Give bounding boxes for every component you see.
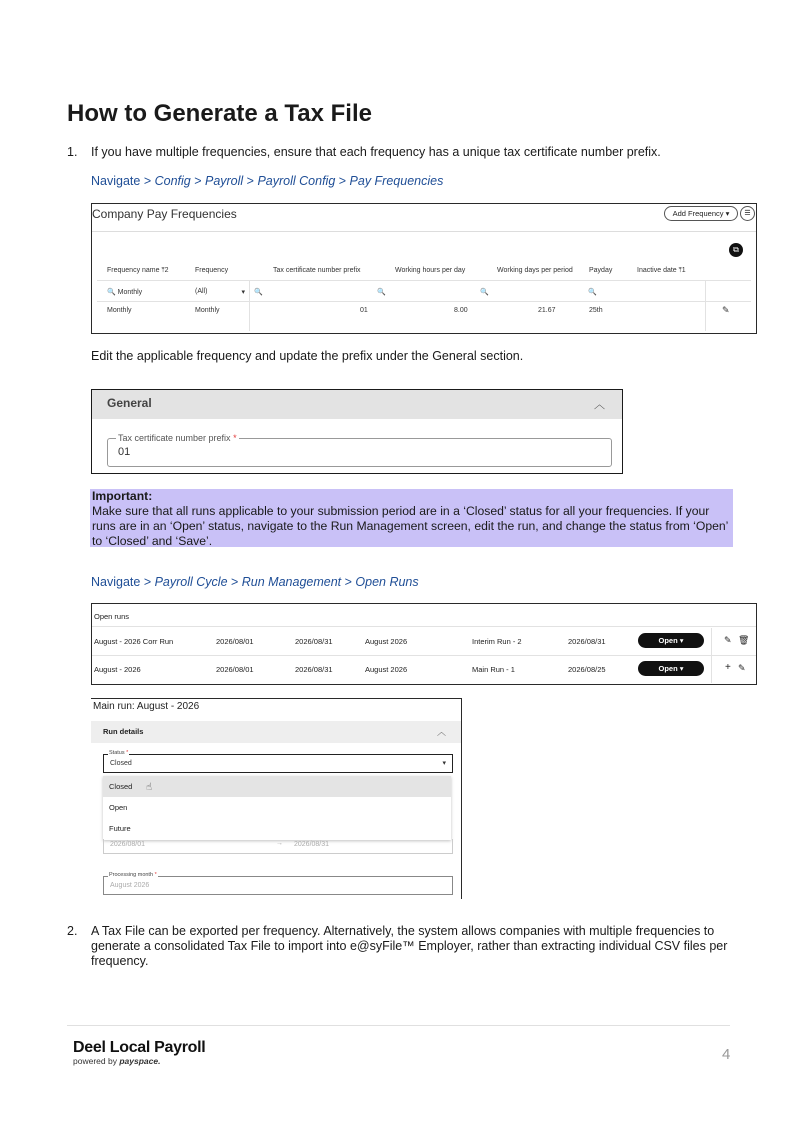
step-number: 2. [67,924,78,938]
main-run-screenshot [91,698,462,899]
chevron-down-icon: ▾ [442,760,446,767]
table-row: August - 2026 Corr Run 2026/08/01 2026/08/31 August 2026 Interim Run - 2 2026/08/31 Open ▾ ✎ 🗑 [92,628,756,655]
delete-icon[interactable]: 🗑 [738,635,750,645]
important-title: Important: [92,489,153,503]
chevron-up-icon[interactable]: ︿ [436,727,446,737]
add-frequency-button[interactable]: Add Frequency ▾ [664,206,738,221]
tax-prefix-value: 01 [118,446,131,458]
step-text: A Tax File can be exported per frequency. Alternatively, the system allows companies with multiple frequencies to generate a consolidated Tax File to import into e@syFile™ Employer, rather than extracting individual CSV files per frequency. [91,924,728,968]
footer-divider [67,1025,730,1026]
chevron-up-icon[interactable]: ︿ [594,399,605,411]
nav-run-management[interactable]: Run Management [241,575,342,589]
cell-frequency: Monthly [195,307,220,314]
general-title: General [107,396,152,410]
step-text: If you have multiple frequencies, ensure that each frequency has a unique tax certificate number prefix. [91,145,661,159]
important-note [90,489,733,547]
status-dropdown-button[interactable]: Open ▾ [638,661,704,676]
export-icon[interactable]: ⧉ [729,243,743,257]
page-number: 4 [722,1046,731,1063]
col-working-days[interactable]: Working days per period [497,267,573,274]
option-open[interactable]: Open [109,803,128,812]
pay-frequencies-screenshot [91,203,757,334]
plus-icon[interactable]: + [725,662,731,673]
nav-payroll-config[interactable]: Payroll Config [257,174,336,188]
option-future[interactable]: Future [109,824,131,833]
divider [92,231,756,232]
status-select[interactable]: Closed ▾ [103,754,453,773]
col-frequency-name[interactable]: Frequency name ⤒2 [107,267,169,274]
cell-prefix: 01 [360,307,368,314]
edit-icon[interactable]: ✎ [722,305,730,315]
table-row: August - 2026 2026/08/01 2026/08/31 August 2026 Main Run - 1 2026/08/25 Open ▾ + ✎ [92,656,756,683]
nav-payroll-cycle[interactable]: Payroll Cycle [154,575,228,589]
edit-instruction: Edit the applicable frequency and update the prefix under the General section. [91,349,524,363]
main-run-title: Main run: August - 2026 [93,701,200,712]
nav-payroll[interactable]: Payroll [204,174,244,188]
col-inactive-date[interactable]: Inactive date ⤒1 [637,267,686,274]
processing-month-label: Processing month * [109,872,157,878]
important-text: Make sure that all runs applicable to your submission period are in a ‘Closed’ status for all your frequencies. If your runs are in an ‘Open’ status, navigate to the Run Management screen, edit the run, and change the status from ‘Open’ to ‘Closed’ and ‘Save’. [92,504,728,548]
nav-path-pay-frequencies[interactable]: Navigate > Config > Payroll > Payroll Config > Pay Frequencies [91,174,444,188]
col-payday[interactable]: Payday [589,267,613,274]
nav-config[interactable]: Config [154,174,191,188]
col-working-hours[interactable]: Working hours per day [395,267,466,274]
search-icon[interactable]: 🔍 [588,289,597,296]
search-icon[interactable]: 🔍 [254,289,263,296]
edit-icon[interactable]: ✎ [738,663,746,673]
filter-name-input[interactable]: 🔍 Monthly [107,289,143,296]
arrow-right-icon: → [276,840,283,847]
search-icon[interactable]: 🔍 [377,289,386,296]
nav-label: Navigate [91,174,141,188]
cell-hours: 8.00 [454,307,468,314]
option-closed[interactable]: Closed [103,776,451,797]
cell-days: 21.67 [538,307,556,314]
date-range-field[interactable]: 2026/08/01 → 2026/08/31 [103,839,453,854]
cell-name: Monthly [107,307,132,314]
edit-icon[interactable]: ✎ [724,635,732,645]
page-title: How to Generate a Tax File [67,100,372,127]
powered-by: powered by payspace. [73,1056,161,1066]
sort-icon: ⤒1 [678,267,686,274]
filter-frequency-select[interactable]: (All) ▾ [195,288,245,296]
nav-open-runs[interactable]: Open Runs [355,575,419,589]
open-runs-title: Open runs [94,612,130,621]
tax-prefix-label: Tax certificate number prefix * [118,433,237,443]
menu-icon[interactable]: ☰ [740,206,755,221]
search-icon[interactable]: 🔍 [480,289,489,296]
status-dropdown-menu [103,776,451,840]
nav-path-open-runs[interactable]: Navigate > Payroll Cycle > Run Management > Open Runs [91,575,419,589]
processing-month-field[interactable]: August 2026 [103,876,453,895]
cursor-hand-icon: ☝ [146,782,153,793]
general-section-screenshot [91,389,623,474]
open-runs-screenshot [91,603,757,685]
brand-logo: Deel Local Payroll [73,1039,206,1056]
status-label: Status * [109,750,129,756]
cell-payday: 25th [589,307,603,314]
pay-frequencies-title: Company Pay Frequencies [92,207,237,221]
sort-icon: ⤒2 [161,267,169,274]
nav-pay-frequencies[interactable]: Pay Frequencies [349,174,444,188]
step-number: 1. [67,145,78,159]
status-dropdown-button[interactable]: Open ▾ [638,633,704,648]
col-tax-prefix[interactable]: Tax certificate number prefix [273,267,361,274]
run-details-header[interactable]: Run details ︿ [91,721,461,743]
general-header[interactable] [92,390,622,419]
col-frequency[interactable]: Frequency [195,267,229,274]
